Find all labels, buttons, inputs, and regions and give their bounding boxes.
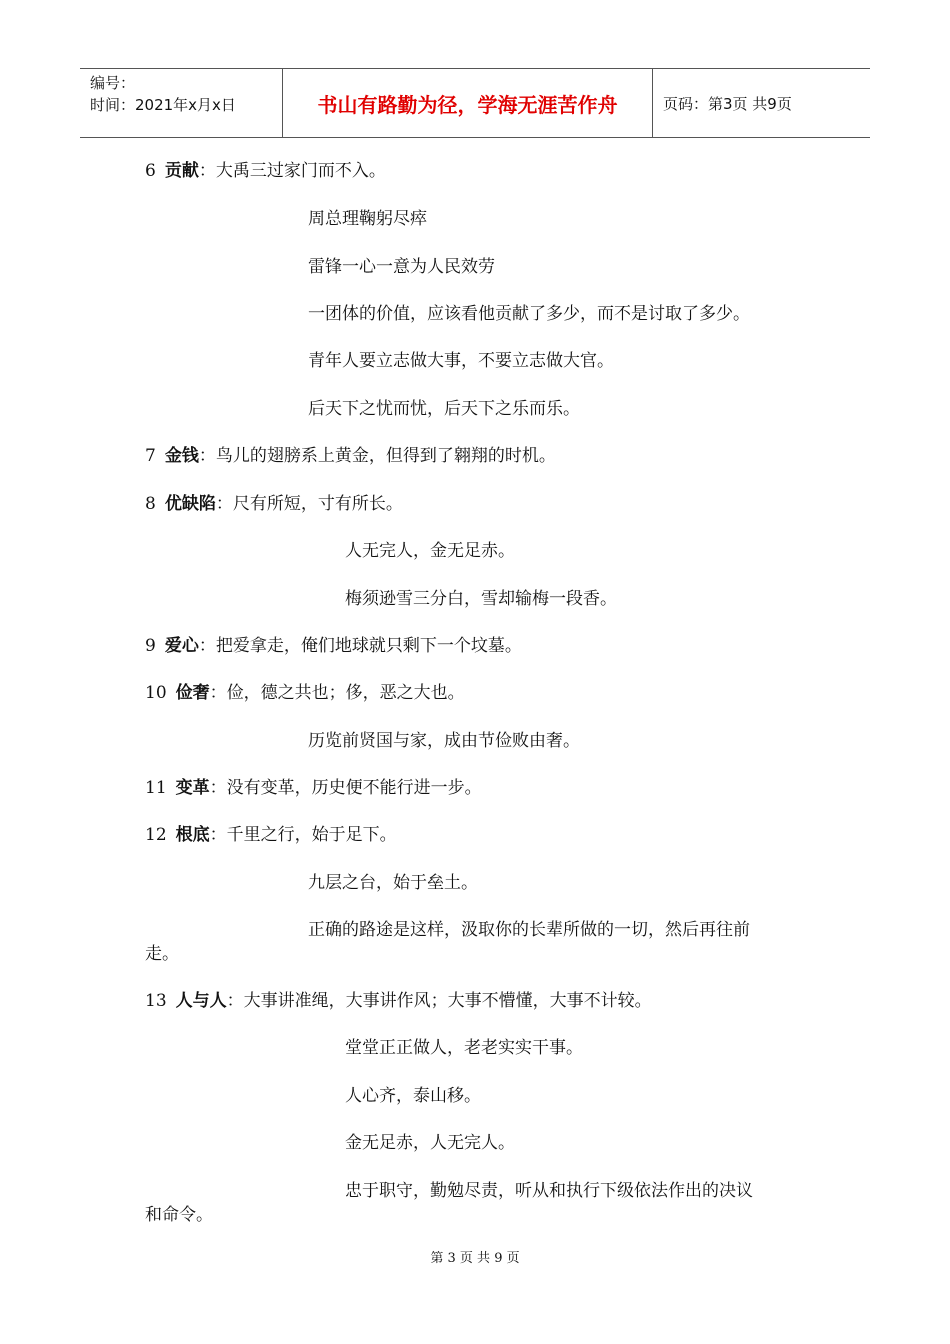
entry-text: 忠于职守，勤勉尽责，听从和执行下级依法作出的决议: [345, 1181, 753, 1201]
entry-line: [308, 208, 427, 230]
entry-title: 优缺陷: [164, 494, 216, 514]
entry-text: 把爱拿走，俺们地球就只剩下一个坟墓。: [215, 636, 522, 656]
entry-text: 堂堂正正做人，老老实实干事。: [345, 1038, 583, 1058]
header-motto: 书山有路勤为径，学海无涯苦作舟: [283, 69, 653, 137]
entry-line: [345, 1037, 583, 1059]
entry-line: [345, 1132, 515, 1154]
entry-number: 10: [145, 683, 167, 703]
header-page-number: 页码：第3页 共9页: [663, 94, 792, 113]
document-number: 编号：: [90, 74, 136, 92]
entry-text: 一团体的价值，应该看他贡献了多少，而不是讨取了多少。: [308, 304, 750, 324]
entry-line: [308, 256, 495, 278]
entry-text: 人无完人，金无足赤。: [345, 541, 515, 561]
entry-line: 9 爱心：把爱拿走，俺们地球就只剩下一个坟墓。: [145, 636, 522, 656]
entry-title: 爱心: [164, 636, 199, 656]
header-meta: [80, 69, 283, 137]
entry-line: [308, 350, 614, 372]
entry-line: [145, 943, 179, 965]
entry-text: 千里之行，始于足下。: [226, 825, 397, 845]
entry-line: [145, 1204, 213, 1226]
entry-title: 变革: [175, 778, 210, 798]
entry-text: 尺有所短，寸有所长。: [232, 494, 403, 514]
entry-text: 九层之台，始于垒土。: [308, 873, 478, 893]
document-time: 时间：2021年x月x日: [90, 96, 236, 114]
entry-number: 7: [145, 446, 156, 466]
entry-line: 7 金钱：鸟儿的翅膀系上黄金，但得到了翱翔的时机。: [145, 446, 556, 466]
entry-line: [308, 303, 750, 325]
page-footer: 第 3 页 共 9 页: [430, 1251, 520, 1266]
entry-text: 金无足赤，人无完人。: [345, 1133, 515, 1153]
entry-text: 和命令。: [145, 1205, 213, 1225]
entry-line: 12 根底：千里之行，始于足下。: [145, 825, 397, 845]
entry-number: 9: [145, 636, 156, 656]
entry-line: [345, 1085, 481, 1107]
entry-line: [308, 730, 580, 752]
entry-text: 后天下之忧而忧，后天下之乐而乐。: [308, 399, 580, 419]
entry-text: 梅须逊雪三分白，雪却输梅一段香。: [345, 589, 617, 609]
entry-number: 8: [145, 494, 156, 514]
entry-title: 俭奢: [175, 683, 210, 703]
entry-line: 6 贡献：大禹三过家门而不入。: [145, 161, 386, 181]
entry-text: 大事讲准绳，大事讲作风；大事不懵懂，大事不计较。: [243, 991, 652, 1011]
entry-title: 根底: [175, 825, 210, 845]
entry-line: [308, 872, 478, 894]
entry-line: [345, 1180, 753, 1202]
entry-title: 金钱: [164, 446, 199, 466]
entry-text: 鸟儿的翅膀系上黄金，但得到了翱翔的时机。: [215, 446, 556, 466]
entry-text: 青年人要立志做大事，不要立志做大官。: [308, 351, 614, 371]
entry-title: 人与人: [175, 991, 227, 1011]
entry-line: 10 俭奢：俭，德之共也；侈，恶之大也。: [145, 683, 465, 703]
entry-text: 没有变革，历史便不能行进一步。: [226, 778, 482, 798]
entry-number: 11: [145, 778, 167, 798]
entry-title: 贡献: [164, 161, 199, 181]
entry-text: 大禹三过家门而不入。: [215, 161, 386, 181]
entry-number: 12: [145, 825, 167, 845]
entry-line: 11 变革：没有变革，历史便不能行进一步。: [145, 778, 482, 798]
entry-text: 正确的路途是这样，汲取你的长辈所做的一切，然后再往前: [308, 920, 750, 940]
entry-text: 雷锋一心一意为人民效劳: [308, 257, 495, 277]
entry-line: [345, 588, 617, 610]
entry-number: 13: [145, 991, 167, 1011]
entry-text: 走。: [145, 944, 179, 964]
entry-line: [308, 919, 750, 941]
entry-number: 6: [145, 161, 156, 181]
entry-text: 历览前贤国与家，成由节俭败由奢。: [308, 731, 580, 751]
entry-line: 13 人与人：大事讲准绳，大事讲作风；大事不懵懂，大事不计较。: [145, 991, 652, 1011]
entry-text: 周总理鞠躬尽瘁: [308, 209, 427, 229]
page-header: [80, 68, 870, 138]
entry-text: 人心齐，泰山移。: [345, 1086, 481, 1106]
entry-line: 8 优缺陷：尺有所短，寸有所长。: [145, 494, 403, 514]
entry-text: 俭，德之共也；侈，恶之大也。: [226, 683, 465, 703]
entry-line: [308, 398, 580, 420]
entry-line: [345, 540, 515, 562]
